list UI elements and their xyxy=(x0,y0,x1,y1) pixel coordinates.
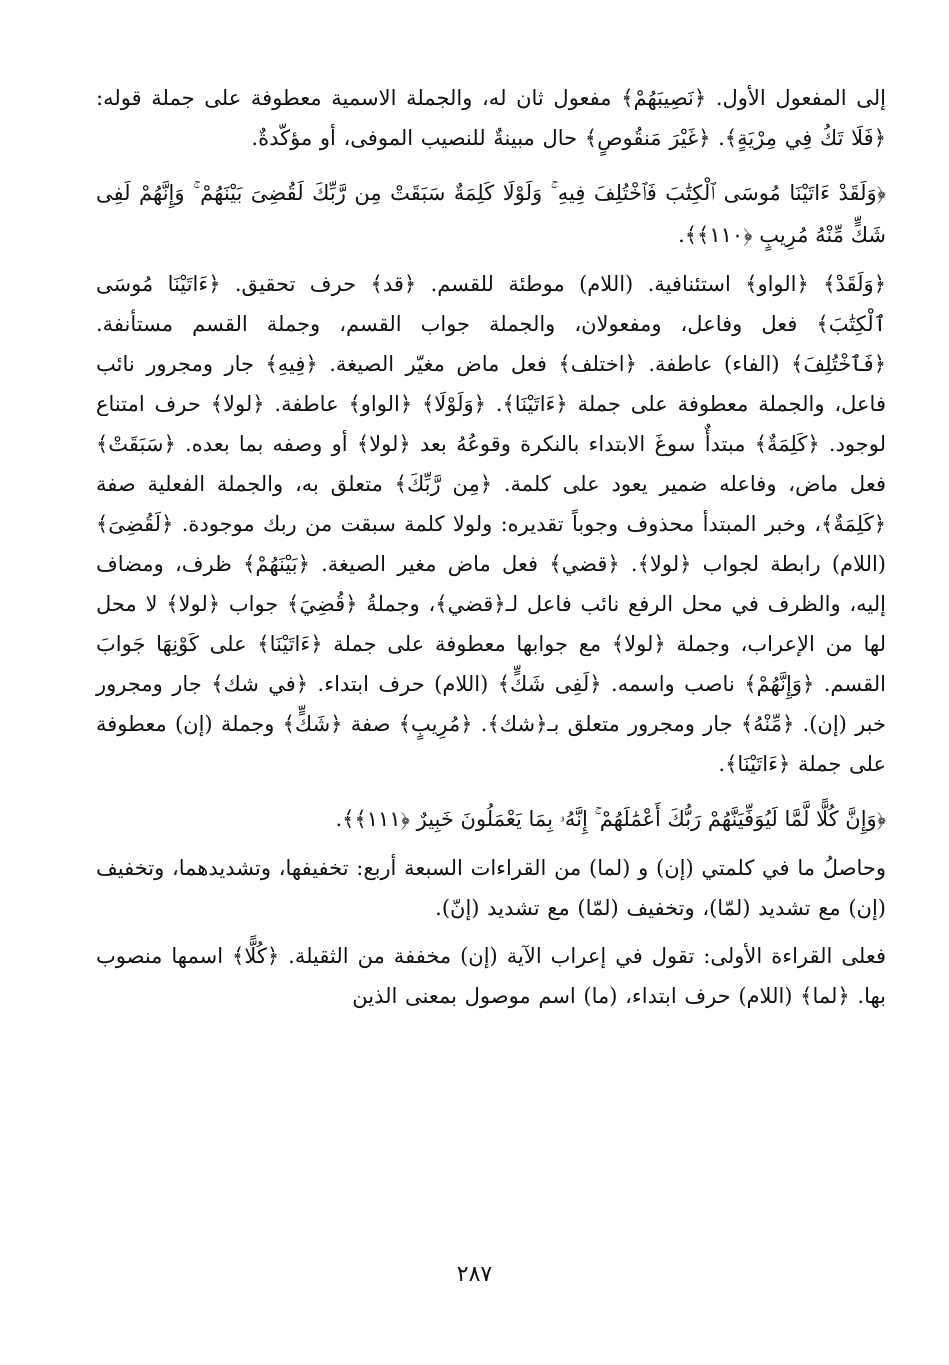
paragraph-irab-110: ﴿وَلَقَدْ﴾ ﴿الواو﴾ استئنافية. (اللام) موطئة للقسم. ﴿قد﴾ حرف تحقيق. ﴿ءَاتَيْنَا مُوسَى ٱلْكِتَٰبَ﴾ فعل وفاعل، ومفعولان، والجملة جواب القسم، وجملة القسم مستأنفة. ﴿فَٱخْتُلِفَ﴾ (الفاء) عاطفة. ﴿اختلف﴾ فعل ماض مغيّر الصيغة. ﴿فِيهِ﴾ جار ومجرور نائب فاعل، والجملة معطوفة على جملة ﴿ءَاتَيْنَا﴾. ﴿وَلَوْلَا﴾ ﴿الواو﴾ عاطفة. ﴿لولا﴾ حرف امتناع لوجود. ﴿كَلِمَةٌ﴾ مبتدأٌ سوغَ الابتداء بالنكرة وقوعُهُ بعد ﴿لولا﴾ أو وصفه بما بعده. ﴿سَبَقَتْ﴾ فعل ماض، وفاعله ضمير يعود على كلمة. ﴿مِن رَّبِّكَ﴾ متعلق به، والجملة الفعلية صفة ﴿كَلِمَةٌ﴾، وخبر المبتدأ محذوف وجوباً تقديره: ولولا كلمة سبقت من ربك موجودة. ﴿لَقُضِىَ﴾ (اللام) رابطة لجواب ﴿لولا﴾. ﴿قضي﴾ فعل ماض مغير الصيغة. ﴿بَيْنَهُمْ﴾ ظرف، ومضاف إليه، والظرف في محل الرفع نائب فاعل لـ﴿قضي﴾، وجملةُ ﴿قُضِيَ﴾ جواب ﴿لولا﴾ لا محل لها من الإعراب، وجملة ﴿لولا﴾ مع جوابها معطوفة على جملة ﴿ءَاتَيْنَا﴾ على كَوْنِهَا جَوابَ القسم. ﴿وَإِنَّهُمْ﴾ ناصب واسمه. ﴿لَفِى شَكٍّ﴾ (اللام) حرف ابتداء. ﴿في شك﴾ جار ومجرور خبر (إن). ﴿مِّنْهُ﴾ جار ومجرور متعلق بـ﴿شك﴾. ﴿مُرِيبٍ﴾ صفة ﴿شَكٍّ﴾ وجملة (إن) معطوفة على جملة ﴿ءَاتَيْنَا﴾. xyxy=(96,272,886,776)
paragraph-intro: إلى المفعول الأول. ﴿نَصِيبَهُمْ﴾ مفعول ثان له، والجملة الاسمية معطوفة على جملة قوله: ﴿فَلَا تَكُ فِي مِرْيَةٍ﴾. ﴿غَيْرَ مَنقُوصٍ﴾ حال مبينةٌ للنصيب الموفى، أو مؤكّدةٌ. xyxy=(96,86,886,150)
paragraph-first-reading: فعلى القراءة الأولى: تقول في إعراب الآية (إن) مخففة من الثقيلة. ﴿كُلًّا﴾ اسمها منصوب بها. ﴿لما﴾ (اللام) حرف ابتداء، (ما) اسم موصول بمعنى الذين xyxy=(96,944,886,1008)
spacer xyxy=(96,928,886,936)
spacer xyxy=(96,256,886,264)
quran-verse-111: ﴿وَإِنَّ كُلًّا لَّمَّا لَيُوَفِّيَنَّهُمْ رَبُّكَ أَعْمَٰلَهُمْ ۚ إِنَّهُۥ بِمَا يَعْمَلُونَ خَبِيرٌ ﴿١١١﴾﴾. xyxy=(335,807,886,831)
spacer xyxy=(96,840,886,848)
page-number: ٢٨٧ xyxy=(456,1262,493,1287)
paragraph-readings: وحاصلُ ما في كلمتي (إن) و (لما) من القراءات السبعة أربع: تخفيفها، وتشديدهما، وتخفيف (إن) مع تشديد (لمّا)، وتخفيف (لمّا) مع تشديد (إنّ). xyxy=(96,856,886,920)
spacer xyxy=(96,784,886,798)
spacer xyxy=(96,158,886,172)
quran-verse-110: ﴿وَلَقَدْ ءَاتَيْنَا مُوسَى ٱلْكِتَٰبَ فَٱخْتُلِفَ فِيهِ ۚ وَلَوْلَا كَلِمَةٌ سَبَقَتْ مِن رَّبِّكَ لَقُضِىَ بَيْنَهُمْ ۚ وَإِنَّهُمْ لَفِى شَكٍّ مِّنْهُ مُرِيبٍ ﴿١١٠﴾﴾. xyxy=(96,181,886,247)
page-body xyxy=(96,78,886,1016)
